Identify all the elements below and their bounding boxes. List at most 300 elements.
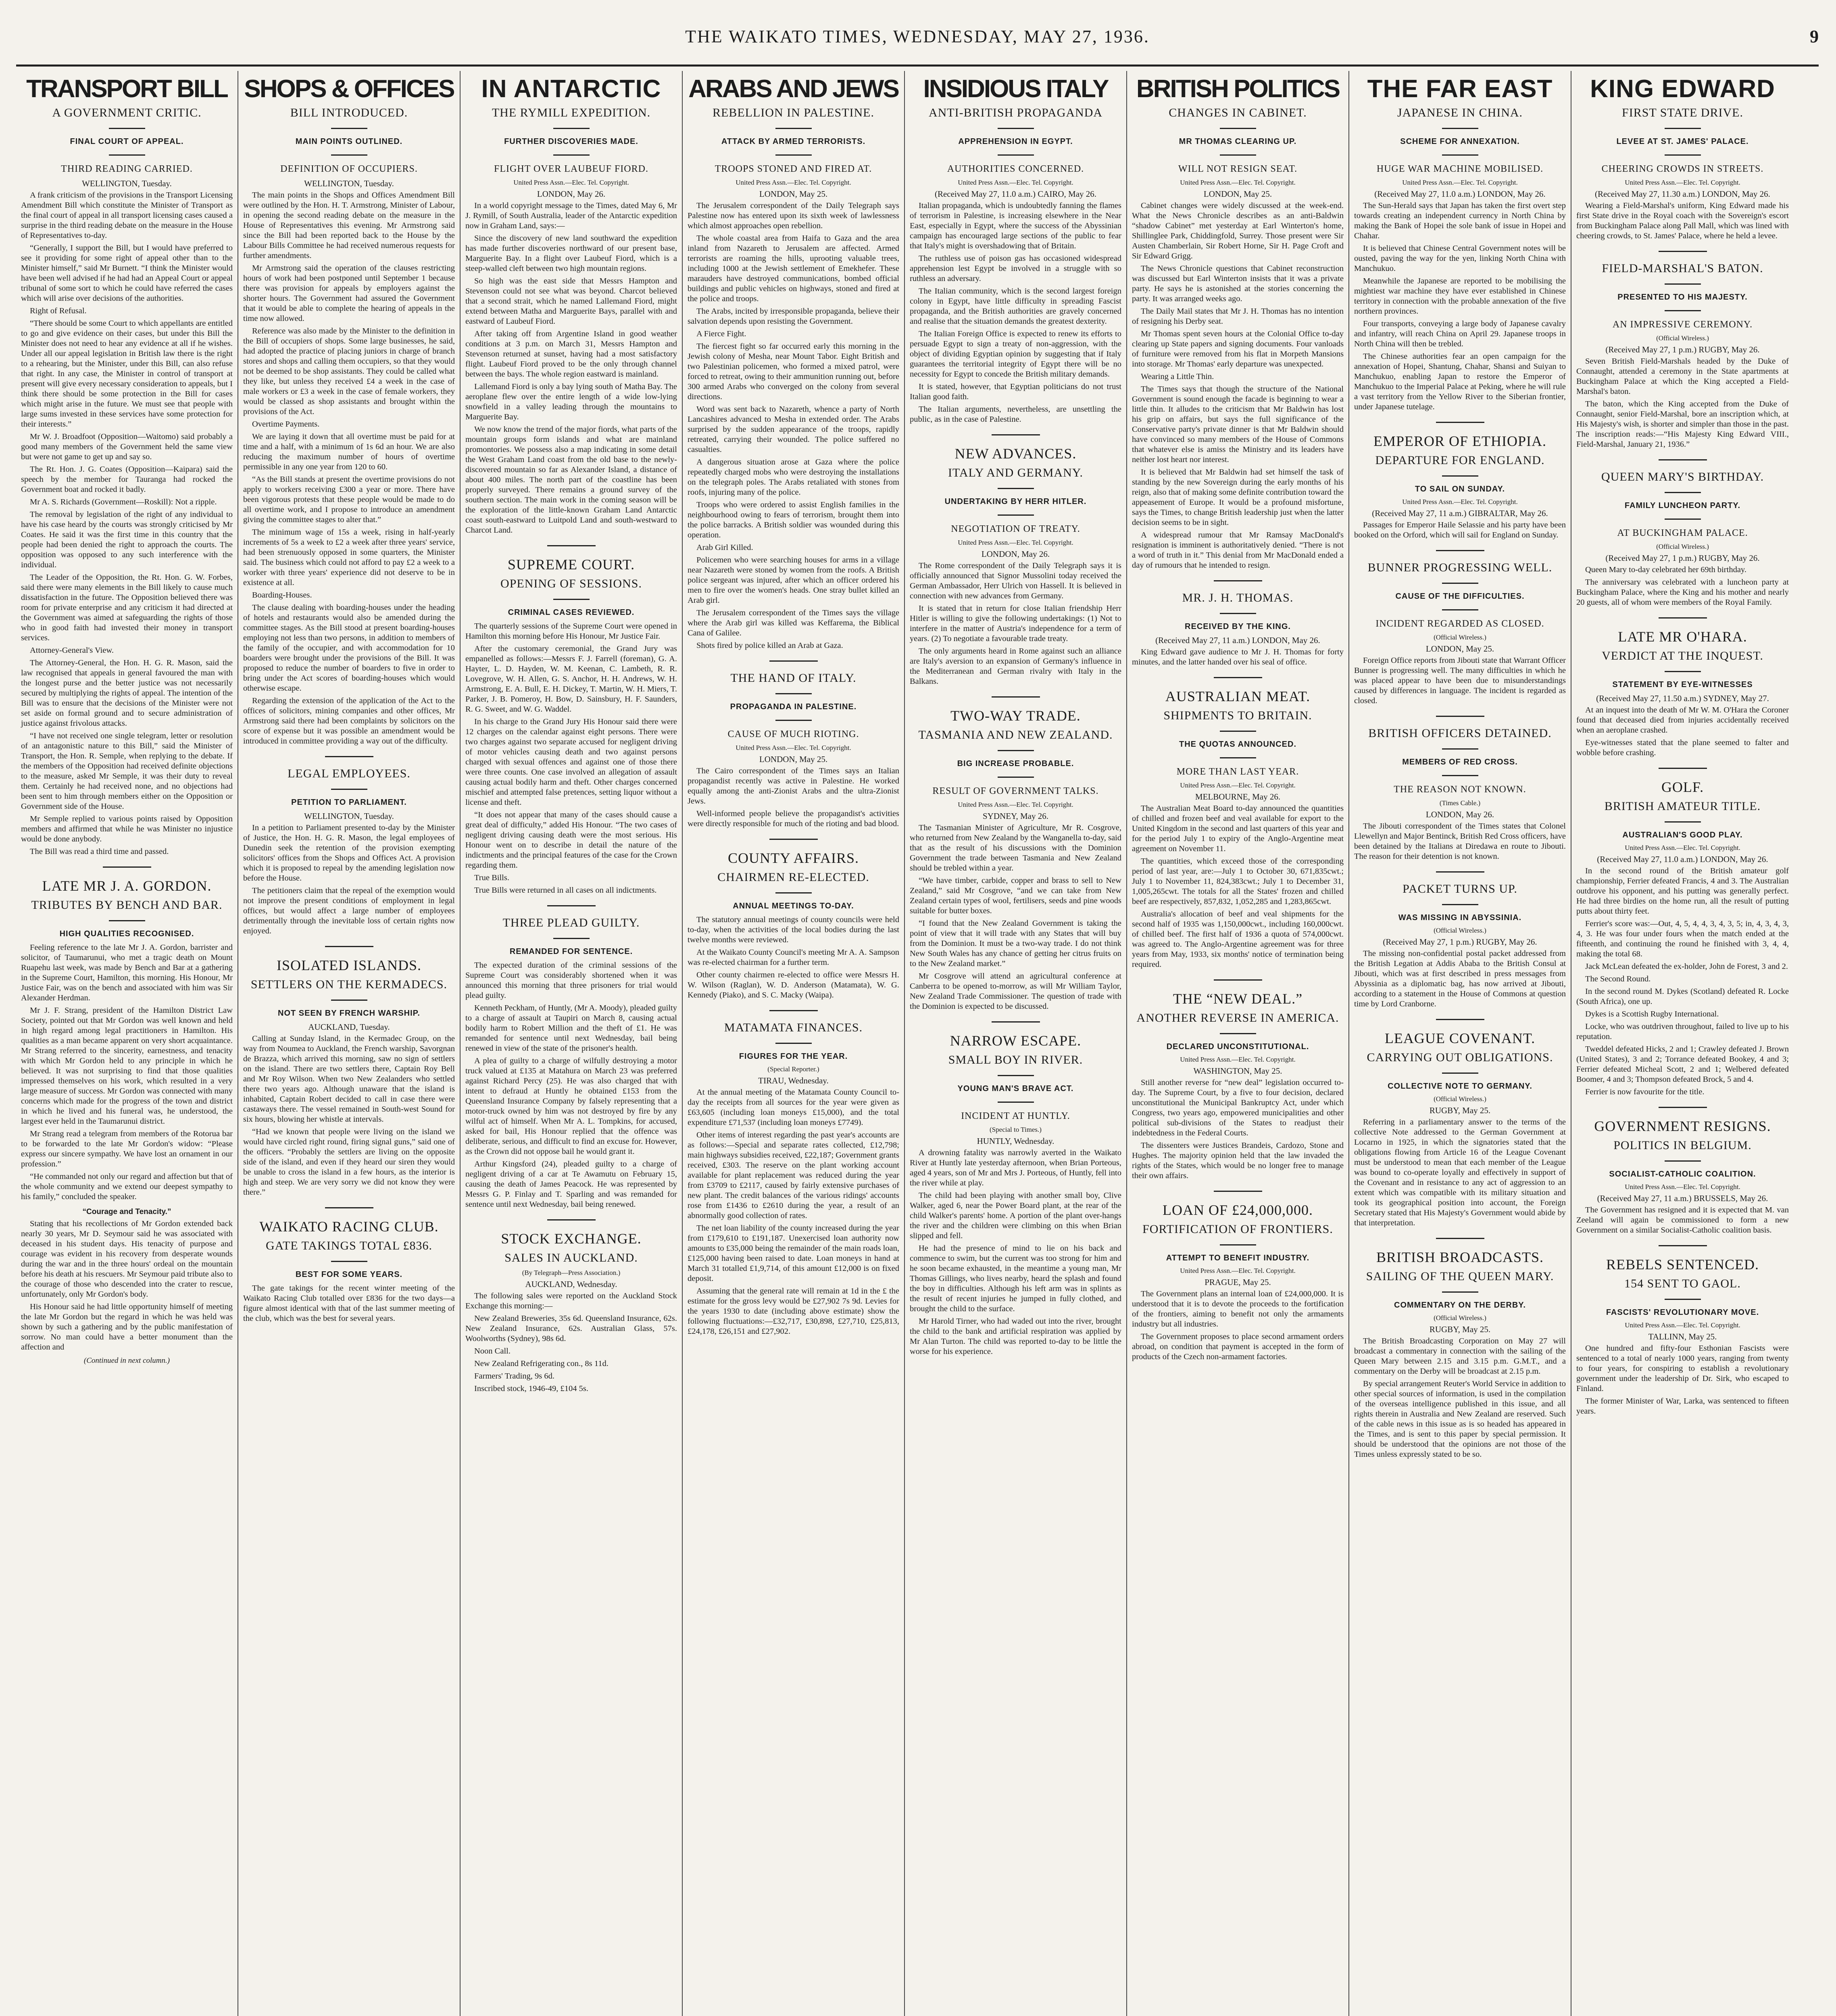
article-paragraph: Calling at Sunday Island, in the Kermadec Group, on the way from Noumea to Auckland, the French warship, Savorgnan de Brazza, which arrived this morning, saw no sign of settlers on the island. There are two settlers there, Captain Roy Bell and Mr Roy Wilson. When two New Zealanders who settled there two years ago. Although unaware that the island is inhabited, Captain Robert decided to call in case there were castaways there. The vessel remained in South-west Sound for six hours, blowing her whistle at intervals.	[243, 1034, 455, 1124]
section-headline: NEW ADVANCES.	[954, 446, 1077, 462]
article-paragraph: A drowning fatality was narrowly averted in the Waikato River at Huntly late yesterday afternoon, when Brian Porteous, aged 4 years, son of Mr and Mrs J. Porteous, of Huntly, fell into the river while at play.	[910, 1148, 1121, 1188]
wire-credit: United Press Assn.—Elec. Tel. Copyright.	[1180, 1056, 1296, 1064]
article-paragraph: The Australian Meat Board to-day announced the quantities of chilled and frozen beef and veal available for export to the United Kingdom in the second and last quarters of this year and for the period July 1 to expiry of the Anglo-Argentine meat agreement on November 11.	[1132, 804, 1344, 854]
article-paragraph: The child had been playing with another small boy, Clive Walker, aged 6, near the Power Board plant, at the rear of the child Walker's parents' home. A portion of the plant over-hangs the river and the children were climbing on this when Brian slipped and fell.	[910, 1191, 1121, 1241]
deck-line: BRITISH AMATEUR TITLE.	[1604, 800, 1761, 813]
deck-line: DEFINITION OF OCCUPIERS.	[280, 164, 418, 175]
column-headline: KING EDWARD	[1590, 75, 1775, 103]
column	[1571, 71, 1794, 2016]
deck-rule	[1220, 1244, 1256, 1245]
deck-line: VERDICT AT THE INQUEST.	[1602, 649, 1763, 663]
deck-line: WILL NOT RESIGN SEAT.	[1178, 164, 1298, 175]
column-headline: THE FAR EAST	[1367, 75, 1553, 103]
article-paragraph: Word was sent back to Nazareth, whence a party of North Lancashires advanced to Mesha in extended order. The Arabs surprised by the sudden appearance of the troops, rapidly retreated, carrying their wounded. The police suffered no casualties.	[688, 405, 899, 454]
section-rule	[992, 696, 1040, 698]
article-paragraph: “We have timber, carbide, copper and brass to sell to New Zealand,” said Mr Cosgrove, “and we can take from New Zealand certain types of wool, fertilisers, seeds and pine woods suitable for butter boxes.	[910, 876, 1121, 916]
section-rule	[547, 545, 596, 546]
column-headline: SHOPS & OFFICES	[244, 75, 454, 103]
deck-rule	[1220, 128, 1256, 129]
column	[1349, 71, 1571, 2016]
article-paragraph: The Rt. Hon. J. G. Coates (Opposition—Kaipara) said the speech by the member for Tauranga had rocked the Government boat and rocked it badly.	[21, 465, 233, 494]
article-paragraph: Arthur Kingsford (24), pleaded guilty to a charge of negligent driving of a car at Te Awamutu on February 15, causing the death of James Peacock. He was represented by Messrs G. P. Finlay and T. Sparling and was remanded for sentence until next Wednesday, bail being renewed.	[465, 1160, 677, 1209]
deck-line: BILL INTRODUCED.	[290, 106, 408, 120]
wire-credit: United Press Assn.—Elec. Tel. Copyright.	[513, 179, 629, 187]
deck-line: CHAIRMEN RE-ELECTED.	[717, 871, 869, 884]
deck-line: AUSTRALIAN'S GOOD PLAY.	[1622, 831, 1743, 840]
article-paragraph: The Government proposes to place second armament orders abroad, on condition that payment is accepted in the form of products of the Czech non-armament factories.	[1132, 1332, 1344, 1362]
section-rule	[547, 905, 596, 906]
deck-line: CARRYING OUT OBLIGATIONS.	[1367, 1051, 1553, 1064]
article-paragraph: Arab Girl Killed.	[696, 543, 753, 552]
article-paragraph: Noon Call.	[474, 1347, 511, 1356]
deck-rule	[1442, 1291, 1478, 1293]
deck-line: PRESENTED TO HIS MAJESTY.	[1617, 293, 1748, 302]
article-paragraph: “It does not appear that many of the cases should cause a great deal of difficulty,” added His Honour. “The two cases of negligent driving causing death were the most serious. His Honour went on to describe in detail the nature of the indictments and the principal features of the case for the Crown regarding them.	[465, 810, 677, 870]
deck-line: COLLECTIVE NOTE TO GERMANY.	[1388, 1082, 1532, 1091]
dateline: (Received May 27, 11.30 a.m.) LONDON, May 26.	[1595, 189, 1770, 199]
deck-rule	[775, 154, 812, 156]
deck-rule	[998, 488, 1034, 489]
article-paragraph: “As the Bill stands at present the overtime provisions do not apply to workers receiving £300 a year or more. There have been vigorous protests that these people would be made to do all overtime work, and I propose to introduce an amendment giving the committee stages to alter that.”	[243, 475, 455, 525]
article-paragraph: The former Minister of War, Larka, was sentenced to fifteen years.	[1576, 1397, 1789, 1416]
article-paragraph: In the second round M. Dykes (Scotland) defeated R. Locke (South Africa), one up.	[1576, 987, 1789, 1006]
deck-rule	[1220, 154, 1256, 156]
column-headline: INSIDIOUS ITALY	[923, 75, 1108, 103]
deck-line: BUNNER PROGRESSING WELL.	[1367, 561, 1553, 575]
deck-line: THE HAND OF ITALY.	[730, 671, 857, 685]
section-rule	[1214, 979, 1262, 981]
dateline: (Received May 27, 11.0 a.m.) LONDON, May 26.	[1374, 189, 1546, 199]
article-paragraph: We are laying it down that all overtime must be paid for at time and a half, with a minimum of 1s 6d an hour. We are also reducing the maximum number of hours of overtime permissible in any one year from 120 to 60.	[243, 432, 455, 472]
column	[238, 71, 461, 2016]
article-paragraph: The anniversary was celebrated with a luncheon party at Buckingham Palace, where the King and his mother and nearly 20 guests, all of whom were members of the Royal Family.	[1576, 578, 1789, 607]
deck-rule	[998, 777, 1034, 778]
dateline: (Received May 27, 1 p.m.) RUGBY, May 26.	[1605, 345, 1760, 355]
section-rule	[1659, 1245, 1707, 1246]
deck-line: SALES IN AUCKLAND.	[504, 1251, 638, 1265]
deck-line: DECLARED UNCONSTITUTIONAL.	[1166, 1042, 1309, 1052]
deck-line: LEVEE AT ST. JAMES' PALACE.	[1616, 137, 1749, 146]
article-paragraph: The Cairo correspondent of the Times says an Italian propagandist recently was active in Palestine. He worked equally among the anti-Zionist Arabs and the ultra-Zionist Jews.	[688, 766, 899, 806]
article-paragraph: Mr Thomas spent seven hours at the Colonial Office to-day clearing up State papers and signing documents. Four vanloads of furniture were removed from his flat in Morpeth Mansions into storage. Mr Thomas' early departure was unexpected.	[1132, 329, 1344, 369]
dateline: AUCKLAND, Tuesday.	[308, 1022, 390, 1032]
article-paragraph: Overtime Payments.	[252, 420, 320, 429]
article-paragraph: The Italian community, which is the second largest foreign colony in Egypt, have little difficulty in spreading Fascist propaganda, and the British authorities are gravely concerned and realise that the situation demands the greatest dexterity.	[910, 287, 1121, 326]
article-paragraph: The following sales were reported on the Auckland Stock Exchange this morning:—	[465, 1291, 677, 1311]
article-paragraph: It is believed that Mr Baldwin had set himself the task of standing by the new Sovereign during the early months of his reign, also that of making some definite contribution toward the appeasement of Europe. It would be a profound misfortune, says the Times, to change British leadership just when the latter decision seems to be in sight.	[1132, 468, 1344, 527]
article-paragraph: After taking off from Argentine Island in good weather conditions at 3 p.m. on March 31, Messrs Hampton and Stevenson returned at sunset, having had a most satisfactory flight. Laubeuf Fiord proved to be the only through channel between the bays. The whole region eastward is mainland.	[465, 329, 677, 379]
deck-line: PROPAGANDA IN PALESTINE.	[730, 702, 857, 712]
deck-rule	[553, 154, 590, 156]
article-paragraph: Passages for Emperor Haile Selassie and his party have been booked on the Orford, which will sail for England on Sunday.	[1354, 521, 1566, 540]
wire-credit: United Press Assn.—Elec. Tel. Copyright.	[1402, 498, 1518, 506]
deck-line: AT BUCKINGHAM PALACE.	[1617, 528, 1748, 539]
dateline: HUNTLY, Wednesday.	[977, 1136, 1055, 1146]
article-paragraph: The Second Round.	[1585, 975, 1651, 984]
wire-credit: (Official Wireless.)	[1434, 1314, 1486, 1322]
wire-credit: United Press Assn.—Elec. Tel. Copyright.	[1625, 179, 1740, 187]
article-paragraph: Feeling reference to the late Mr J. A. Gordon, barrister and solicitor, of Taumarunui, who met a tragic death on Mount Ruapehu last week, was made by Bench and Bar at a gathering in the Supreme Court, Hamilton, this morning. His Honour, Mr Justice Fair, was on the bench and associated with him was Sir Alexander Herdman.	[21, 943, 233, 1003]
section-rule	[1659, 768, 1707, 769]
article-paragraph: Troops who were ordered to assist English families in the neighbourhood owing to fears of terrorism, brought them into the police barracks. A British soldier was wounded during this operation.	[688, 500, 899, 540]
article-paragraph: Eye-witnesses stated that the plane seemed to falter and wobble before crashing.	[1576, 738, 1789, 758]
wire-credit: (Official Wireless.)	[1434, 1095, 1486, 1103]
article-paragraph: Locke, who was outdriven throughout, failed to live up to his reputation.	[1576, 1022, 1789, 1041]
article-paragraph: Ferrier is now favourite for the title.	[1585, 1087, 1705, 1097]
deck-line: THE REASON NOT KNOWN.	[1394, 784, 1526, 795]
deck-line: SHIPMENTS TO BRITAIN.	[1163, 709, 1312, 723]
article-paragraph: Mr Cosgrove will attend an agricultural conference at Canberra to be opened to-morrow, as will Mr William Taylor, New Zealand Trade Commissioner. The question of trade with the Dominion is expected to be discussed.	[910, 972, 1121, 1011]
article-paragraph: Mr W. J. Broadfoot (Opposition—Waitomo) said probably a good many members of the Government held the same view but were not game to get up and say so.	[21, 432, 233, 462]
dateline: (Received May 27, 1 p.m.) RUGBY, May 26.	[1383, 937, 1537, 947]
deck-rule	[1442, 154, 1478, 156]
deck-line: MR. J. H. THOMAS.	[1182, 591, 1294, 605]
deck-line: AUTHORITIES CONCERNED.	[947, 164, 1084, 175]
wire-credit: United Press Assn.—Elec. Tel. Copyright.	[1180, 179, 1296, 187]
article-paragraph: “I have not received one single telegram, letter or resolution of an antagonistic nature to this Bill,” said the Minister of Transport, the Hon. R. Semple, when replying to the debate. If the members of the Opposition had received definite objections to the measure, asked Mr Semple, it was their duty to reveal them. Certainly he had received none, and no objections had been sent to him through members either on the Opposition or Government side of the House.	[21, 731, 233, 811]
wire-credit: United Press Assn.—Elec. Tel. Copyright.	[1625, 844, 1740, 852]
deck-rule	[553, 599, 590, 600]
deck-line: TROOPS STONED AND FIRED AT.	[715, 164, 872, 175]
article-paragraph: The Rome correspondent of the Daily Telegraph says it is officially announced that Signor Mussolini today received the German Ambassador, Herr Ulrich von Hassell. It is believed in connection with new advances from Germany.	[910, 561, 1121, 601]
wire-credit: United Press Assn.—Elec. Tel. Copyright.	[958, 539, 1073, 547]
deck-rule	[998, 1075, 1034, 1076]
deck-line: MAIN POINTS OUTLINED.	[295, 137, 403, 146]
article-paragraph: Australia's allocation of beef and veal shipments for the second half of 1935 was 1,150,000cwt., including 160,000cwt. of chilled beef. The first half of 1936 a quota of 574,000cwt. was agreed to. The Anglo-Argentine agreement was for three years from May, 1933, six months' notice of termination being required.	[1132, 910, 1344, 969]
article-paragraph: In a petition to Parliament presented to-day by the Minister of Justice, the Hon. H. G. R. Mason, the legal employees of Dunedin seek the retention of the provision exempting solicitors' offices from the Shops and Offices Act. A provision which it is proposed to repeal by the amending legislation now before the House.	[243, 823, 455, 883]
column-headline: IN ANTARCTIC	[481, 75, 661, 103]
article-paragraph: “He commanded not only our regard and affection but that of the whole community and we extend our deepest sympathy to his family,” concluded the speaker.	[21, 1172, 233, 1202]
section-headline: GOVERNMENT RESIGNS.	[1594, 1118, 1771, 1135]
article-paragraph: Four transports, conveying a large body of Japanese cavalry and infantry, will reach China on April 29. Japanese troops in North China will then be trebled.	[1354, 319, 1566, 349]
section-rule	[1436, 871, 1484, 873]
article-paragraph: The Times says that though the structure of the National Government is sound enough the facade is beginning to wear a little thin. It alludes to the criticism that Mr Baldwin has lost his grip on affairs, but says the full significance of the Conservative party's private dinner is that Mr Baldwin should have convinced so many members of the House of Commons that whatever else is amiss the Ministry and its leaders have neither lost heart nor interest.	[1132, 385, 1344, 464]
section-rule	[992, 1021, 1040, 1023]
article-paragraph: Tweddel defeated Hicks, 2 and 1; Crawley defeated J. Brown (United States), 3 and 2; Torrance defeated Bookey, 4 and 3; Ferrier defeated Micheal Scott, 2 and 1; Welbered defeated Boomer, 4 and 3; Thompson defeated Brock, 5 and 4.	[1576, 1045, 1789, 1084]
article-paragraph: A dangerous situation arose at Gaza where the police repeatedly charged mobs who were destroying the installations on the telegraph poles. The Arabs retaliated with stones from roofs, injuring many of the police.	[688, 458, 899, 497]
dateline: (Received May 27, 11.0 a.m.) LONDON, May 26.	[1597, 854, 1768, 864]
section-rule	[1659, 251, 1707, 252]
article-paragraph: Boarding-Houses.	[252, 591, 312, 600]
article-paragraph: The minimum wage of 15s a week, rising in half-yearly increments of 5s a week to £2 a week after three years' service, had been strenuously opposed in some quarters, the Minister said. The business which could not afford to pay £2 a week to a worker with three years' experience did not deserve to be in existence at all.	[243, 528, 455, 587]
section-headline: SUPREME COURT.	[507, 556, 635, 573]
article-paragraph: The Italian arguments, nevertheless, are unsettling the public, as in the case of Palestine.	[910, 405, 1121, 424]
article-paragraph: So high was the east side that Messrs Hampton and Stevenson could not see what was beyond. Charcot believed that a second strait, which he named Lallemand Fiord, might extend between Matha and Marguerite Bays, parallel with and eastward of Laubeuf Fiord.	[465, 277, 677, 326]
deck-line: FAMILY LUNCHEON PARTY.	[1624, 501, 1741, 510]
deck-line: QUEEN MARY'S BIRTHDAY.	[1601, 470, 1764, 484]
article-paragraph: Foreign Office reports from Jibouti state that Warrant Officer Bunner is progressing well. The many difficulties in which he was placed appear to have been due to misunderstandings caused by differences in language. The incident is regarded as closed.	[1354, 656, 1566, 706]
section-rule	[1436, 550, 1484, 551]
deck-line: MEMBERS OF RED CROSS.	[1402, 758, 1518, 767]
deck-line: COMMENTARY ON THE DERBY.	[1394, 1301, 1526, 1310]
newspaper-columns	[16, 71, 1819, 2016]
column	[461, 71, 683, 2016]
article-paragraph: The Chinese authorities fear an open campaign for the annexation of Hopei, Shantung, Chahar, Shansi and Suiyan to Manchukuo, enabling Japan to restore the Emperor of Manchukuo to the Imperial Palace at Peking, where he will rule a vast territory from the Yellow River to the Siberian frontier, under Japanese tutelage.	[1354, 352, 1566, 412]
article-paragraph: One hundred and fifty-four Esthonian Fascists were sentenced to a total of nearly 1000 years, ranging from twenty to four years, for conspiring to establish a revolutionary government under the leadership of Dr. Sirk, who escaped to Finland.	[1576, 1344, 1789, 1393]
dateline: WELLINGTON, Tuesday.	[304, 811, 394, 821]
deck-rule	[1220, 757, 1256, 758]
deck-rule	[1442, 475, 1478, 477]
article-paragraph: Farmers' Trading, 9s 6d.	[474, 1372, 555, 1381]
deck-line: GATE TAKINGS TOTAL £836.	[265, 1239, 433, 1253]
dateline: TALLINN, May 25.	[1648, 1332, 1717, 1342]
deck-rule	[998, 750, 1034, 751]
deck-line: HUGE WAR MACHINE MOBILISED.	[1376, 164, 1544, 175]
article-paragraph: The missing non-confidential postal packet addressed from the British Legation at Addis Ababa to the British Consul at Jibouti, which was at first described in press messages from Abyssinia as a diplomatic bag, has now arrived at Jibouti, according to a statement in the House of Commons at question time by Lord Cranborne.	[1354, 949, 1566, 1009]
section-rule	[1436, 1019, 1484, 1020]
deck-line: RECEIVED BY THE KING.	[1185, 622, 1291, 631]
article-paragraph: Reference was also made by the Minister to the definition in the Bill of occupiers of shops. Some large businesses, he said, had adopted the practice of placing juniors in charge of branch stores and shops and calling them occupiers, so that they would not be deemed to be shop assistants. They could be called what they like, but unless they received £4 a week in the case of male workers or £3 a week in the case of female workers, they would be classed as shop assistants and brought within the provisions of the Act.	[243, 327, 455, 417]
deck-line: PETITION TO PARLIAMENT.	[291, 798, 407, 807]
deck-rule	[1442, 583, 1478, 584]
article-paragraph: “Generally, I support the Bill, but I would have preferred to see it providing for some right of appeal other than to the Minister himself,” said Mr Burnett. “I think the Minister would have been well advised if he had had an Appeal Court or appeal tribunal of some sort to which he could have referred the cases which will arise over decisions of the authorities.	[21, 244, 233, 303]
article-paragraph: Regarding the extension of the application of the Act to the offices of solicitors, mining companies and other offices, Mr Armstrong said there had been complaints by solicitors on the score of expense but it was possible an amendment would be introduced in committee providing a way out of the difficulty.	[243, 696, 455, 746]
deck-line: SAILING OF THE QUEEN MARY.	[1366, 1270, 1554, 1283]
dateline: (Received May 27, 1 p.m.) RUGBY, May 26.	[1605, 553, 1760, 563]
section-headline: LEAGUE COVENANT.	[1384, 1030, 1536, 1047]
deck-line: REMANDED FOR SENTENCE.	[509, 947, 633, 956]
masthead	[16, 4, 1819, 65]
article-paragraph: The Government has resigned and it is expected that M. van Zeeland will again be commissioned to form a new Government on a similar Socialist-Catholic coalition basis.	[1576, 1206, 1789, 1235]
article-paragraph: Inscribed stock, 1946-49, £104 5s.	[474, 1384, 588, 1393]
deck-line: REBELLION IN PALESTINE.	[712, 106, 875, 120]
article-paragraph: The Daily Mail states that Mr J. H. Thomas has no intention of resigning his Derby seat.	[1132, 307, 1344, 326]
deck-line: FINAL COURT OF APPEAL.	[70, 137, 184, 146]
section-rule	[325, 1207, 373, 1208]
article-paragraph: Other items of interest regarding the past year's accounts are as follows:—Special and separate rates collected, £12,798; main highways subsidies received, £22,187; Government grants received, £303. The reserve on the plant working account available for plant replacement was reduced during the year from £3709 to £2117, caused by fairly extensive purchases of new plant. The credit balances of the various ridings' accounts rose from £1436 to £2610 during the year, a result of an abnormally good collection of rates.	[688, 1131, 899, 1220]
deck-rule	[1665, 283, 1701, 285]
wire-credit: (Official Wireless.)	[1434, 633, 1486, 641]
deck-line: ANNUAL MEETINGS TO-DAY.	[733, 902, 854, 911]
article-paragraph: New Zealand Refrigerating con., 8s 11d.	[474, 1359, 609, 1368]
article-paragraph: The clause dealing with boarding-houses under the heading of hotels and restaurants would also be amended during the committee stages. As the Bill stood at present boarding-houses employing not less than two persons, in addition to members of the family of the occupier, and with accommodation for 10 boarders were brought under the provisions of the Bill. It was proposed to reduce the number of boarders to five in order to bring under the Act scores of boarding-houses which would otherwise escape.	[243, 603, 455, 693]
wire-credit: (Special to Times.)	[990, 1126, 1042, 1134]
article-paragraph: After the customary ceremonial, the Grand Jury was empanelled as follows:—Messrs F. J. Farrell (foreman), G. A. Hayter, L. D. Hayden, W. M. Keenan, C. Lambeth, R. R. Lovegrove, W. H. Allen, G. S. Anchor, H. H. Andrews, W. H. Armstrong, E. A. Bull, E. H. Dickey, T. Martin, W. H. Miers, T. Parker, J. B. Pomeroy, H. Bow, D. Sainsbury, H. F. Saunders, R. G. Sweet, and W. G. Waddel.	[465, 644, 677, 714]
article-paragraph: True Bills were returned in all cases on all indictments.	[474, 886, 657, 895]
dateline: (Received May 27, 11 a.m.) GIBRALTAR, May 26.	[1372, 508, 1548, 519]
article-paragraph: In the second round of the British amateur golf championship, Ferrier defeated Francis, 4 and 3. The Australian outdrove his opponent, and his putting was generally perfect. He had three birdies on the home run, all the result of putting putts about thirty feet.	[1576, 866, 1789, 916]
article-paragraph: The whole coastal area from Haifa to Gaza and the area inland from Nazareth to Jerusalem are affected. Armed terrorists are roaming the hills, uprooting valuable trees, including 1000 at the Jewish settlement of Emekhefer. These marauders have destroyed communications, bombed official buildings and public vehicles on highways, stoned and fired at the police and troops.	[688, 234, 899, 304]
article-paragraph: The fiercest fight so far occurred early this morning in the Jewish colony of Mesha, near Mount Tabor. Eight British and two Palestinian policemen, who formed a mixed patrol, were forced to retreat, owing to their ammunition running out, before 300 armed Arabs who converged on the colony from several directions.	[688, 342, 899, 402]
section-rule	[1659, 1107, 1707, 1108]
section-rule	[769, 660, 818, 662]
article-paragraph: New Zealand Breweries, 35s 6d. Queensland Insurance, 62s. New Zealand Insurance, 62s. Australian Glass, 57s. Woolworths (Sydney), 98s 6d.	[465, 1314, 677, 1343]
article-paragraph: A plea of guilty to a charge of wilfully destroying a motor truck valued at £135 at Matahura on March 23 was preferred against Richard Percy (25). He was also charged that with intent to defraud at Huntly he obtained £153 from the Queensland Insurance Company by falsely representing that a motor-truck owned by him was not destroyed by fire by any wilful act of himself. When Mr A. L. Tompkins, for accused, asked for bail, His Honour replied that the offence was deliberate, serious, and difficult to find an excuse for. However, as the Crown did not oppose bail he would grant it.	[465, 1056, 677, 1156]
section-rule	[1659, 459, 1707, 460]
article-paragraph: Shots fired by police killed an Arab at Gaza.	[696, 641, 843, 650]
section-rule	[992, 434, 1040, 435]
column	[1127, 71, 1349, 2016]
article-paragraph: The Tasmanian Minister of Agriculture, Mr R. Cosgrove, who returned from New Zealand by the Wanganella to-day, said that as the result of his discussions with the Dominion Government the trade between Tasmania and New Zealand should be trebled within a year.	[910, 823, 1121, 873]
article-paragraph: It is stated, however, that Egyptian politicians do not trust Italian good faith.	[910, 382, 1121, 402]
article-paragraph: We now know the trend of the major fiords, what parts of the mountain groups form islands and what are mainland promontories. We possess also a map indicating in some detail the West Graham Land coast from the old base to the newly-discovered mountain so far as Alexander Island, a distance of about 400 miles. The north part of the coastline has been properly surveyed. There remains a ground survey of the southern section. The main work in the coming season will be the exploration of the little-known Graham Land Antarctic coast south-eastward to Luitpold Land and south-westward to Charcot Land.	[465, 425, 677, 535]
section-headline: EMPEROR OF ETHIOPIA.	[1373, 433, 1547, 450]
deck-line: INCIDENT AT HUNTLY.	[961, 1111, 1070, 1122]
section-headline: STOCK EXCHANGE.	[501, 1231, 642, 1247]
article-paragraph: The Attorney-General, the Hon. H. G. R. Mason, said the law recognised that appeals in general favoured the man with the longest purse and the better justice was not necessarily secured by multiplying the rights of appeal. The intention of the Bill was to ensure that the decisions of the Minister were not set aside on formal ground and to secure administration of justice against frivolous attacks.	[21, 658, 233, 728]
article-paragraph: The Jerusalem correspondent of the Times says the village where the Arab girl was killed was Keffarema, the Biblical Cana of Galilee.	[688, 608, 899, 638]
dateline: SYDNEY, May 26.	[983, 811, 1048, 821]
deck-line: MATAMATA FINANCES.	[724, 1021, 863, 1035]
section-rule	[1436, 422, 1484, 423]
article-paragraph: He had the presence of mind to lie on his back and commence to swim, but the current was too strong for him and he soon became exhausted, in the meantime a young man, Mr Thomas Gillings, who lives nearby, heard the splash and found the boy in difficulties. Although his left arm was in splints as the result of recent injuries he jumped in fully clothed, and brought the child to the surface.	[910, 1244, 1121, 1314]
article-paragraph: The Sun-Herald says that Japan has taken the first overt step towards creating an independent currency in North China by making the Bank of Hopei the sole bank of issue in Hopei and Chahar.	[1354, 201, 1566, 241]
dateline: (Received May 27, 11 a.m.) BRUSSELS, May 26.	[1597, 1193, 1768, 1204]
deck-line: ATTACK BY ARMED TERRORISTS.	[721, 137, 866, 146]
deck-line: SMALL BOY IN RIVER.	[948, 1053, 1083, 1067]
deck-line: LEGAL EMPLOYEES.	[288, 767, 411, 781]
section-rule	[769, 1010, 818, 1011]
deck-rule	[1665, 154, 1701, 156]
article-paragraph: Mr Semple replied to various points raised by Opposition members and affirmed that while he was Minister no injustice would be done anybody.	[21, 814, 233, 844]
article-paragraph: Mr Armstrong said the operation of the clauses restricting hours of work had been postponed until September 1 because there was provision for appeals by employers against the shorter hours. The Government had assured the Government that it would be able to complete the hearing of appeals in the time now allowed.	[243, 264, 455, 323]
column	[16, 71, 238, 2016]
article-paragraph: Mr Harold Tirner, who had waded out into the river, brought the child to the bank and artificial respiration was applied by Mr Alan Turton. The child was reported to-day to be little the worse for his experience.	[910, 1317, 1121, 1356]
article-paragraph: The Italian Foreign Office is expected to renew its efforts to persuade Egypt to sign a treaty of non-aggression, with the object of dividing Egyptian opinion by suggesting that if Italy guarantees the territorial integrity of Egypt there will be no necessity for Egypt to concede the British military demands.	[910, 329, 1121, 379]
article-paragraph: The expected duration of the criminal sessions of the Supreme Court was considerably shortened when it was announced this morning that three prisoners for trial would plead guilty.	[465, 961, 677, 1000]
column-headline: BRITISH POLITICS	[1136, 75, 1340, 103]
article-paragraph: Lallemand Fiord is only a bay lying south of Matha Bay. The aeroplane flew over the entire length of a wide low-lying snowfield in a valley leading through the mountains to Marguerite Bay.	[465, 382, 677, 422]
deck-line: FASCISTS' REVOLUTIONARY MOVE.	[1606, 1308, 1759, 1317]
deck-line: CHEERING CROWDS IN STREETS.	[1601, 164, 1764, 175]
article-paragraph: The quarterly sessions of the Supreme Court were opened in Hamilton this morning before His Honour, Mr Justice Fair.	[465, 622, 677, 641]
deck-line: PACKET TURNS UP.	[1403, 882, 1517, 896]
deck-line: CAUSE OF MUCH RIOTING.	[727, 729, 859, 740]
deck-line: BRITISH OFFICERS DETAINED.	[1368, 727, 1552, 740]
deck-rule	[331, 789, 367, 790]
dateline: RUGBY, May 25.	[1429, 1106, 1491, 1116]
deck-rule	[109, 920, 145, 921]
article-paragraph: Stating that his recollections of Mr Gordon extended back nearly 30 years, Mr D. Seymour said he was associated with deceased in his student days. His tenacity of purpose and courage was evident in his recovery from desperate wounds during the war and in the three hours' ordeal on the mountain before his death at his rescuers. Mr Seymour paid tribute also to the courage of those who descended into the crater to rescue, unfortunately, only Mr Gordon's body.	[21, 1219, 233, 1299]
section-headline: COUNTY AFFAIRS.	[727, 850, 859, 866]
section-rule	[1659, 617, 1707, 619]
section-rule	[325, 756, 373, 757]
deck-rule	[775, 720, 812, 721]
deck-line: WAS MISSING IN ABYSSINIA.	[1398, 913, 1522, 923]
deck-rule	[1442, 775, 1478, 776]
deck-line: DEPARTURE FOR ENGLAND.	[1375, 454, 1545, 467]
deck-rule	[998, 514, 1034, 516]
dateline: LONDON, May 26.	[1425, 810, 1494, 820]
wire-credit: (Official Wireless.)	[1656, 543, 1709, 551]
article-paragraph: Mr J. F. Strang, president of the Hamilton District Law Society, pointed out that Mr Gordon was well known and held in high regard among legal practitioners in Hamilton. His qualities as a man became apparent on very short acquaintance. Mr Strang referred to the sincerity, earnestness, and tenacity with which Mr Gordon held to any principle in which he believed. It was not surprising to find that those qualities impressed themselves on his work, which resulted in a very large measure of success. Mr Gordon was connected with many concerns which made for the progress of the town and district in which he lived and his funeral was, he understood, the largest ever held in the Taumarunui district.	[21, 1006, 233, 1126]
wire-credit: United Press Assn.—Elec. Tel. Copyright.	[958, 801, 1073, 809]
deck-rule	[1665, 821, 1701, 823]
article-paragraph: The baton, which the King accepted from the Duke of Connaught, senior Field-Marshal, bore an inscription which, at His Majesty's wish, is shorter and simpler than those in the past. The inscription reads:—“His Majesty King Edward VIII., Field-Marshal, January 21, 1936.”	[1576, 400, 1789, 449]
deck-rule	[775, 693, 812, 694]
article-paragraph: True Bills.	[474, 873, 509, 883]
section-headline: AUSTRALIAN MEAT.	[1165, 688, 1311, 705]
deck-line: UNDERTAKING BY HERR HITLER.	[944, 497, 1087, 506]
column	[683, 71, 905, 2016]
deck-rule	[998, 1102, 1034, 1103]
deck-rule	[1665, 519, 1701, 520]
section-rule	[103, 866, 151, 868]
article-paragraph: Well-informed people believe the propagandist's activities were directly responsible for much of the rioting and bad blood.	[688, 809, 899, 829]
article-paragraph: Attorney-General's View.	[30, 646, 114, 655]
article-paragraph: The petitioners claim that the repeal of the exemption would not improve the present conditions of employment in legal offices, but would affect a large number of employees detrimentally through the inevitable loss of certain rights now enjoyed.	[243, 886, 455, 936]
article-paragraph: The statutory annual meetings of county councils were held to-day, when the activities of the local bodies during the last twelve months were reviewed.	[688, 915, 899, 945]
section-rule	[1214, 580, 1262, 581]
deck-line: TRIBUTES BY BENCH AND BAR.	[31, 898, 223, 912]
deck-line: THE RYMILL EXPEDITION.	[492, 106, 651, 120]
wire-credit: United Press Assn.—Elec. Tel. Copyright.	[958, 179, 1073, 187]
deck-line: THE QUOTAS ANNOUNCED.	[1179, 740, 1296, 749]
deck-rule	[1665, 671, 1701, 672]
article-paragraph: Dykes is a Scottish Rugby International.	[1585, 1010, 1719, 1019]
dateline: LONDON, May 26.	[537, 189, 606, 199]
article-paragraph: “Had we known that people were living on the island we would have circled right round, firing signal guns,” said one of the officers. “Probably the settlers are living on the opposite side of the island, and even if they heard our siren they would be unable to cross the island in a few hours, as the interior is high and steep. We are very sorry we did not know they were there.”	[243, 1127, 455, 1197]
deck-line: ATTEMPT TO BENEFIT INDUSTRY.	[1166, 1254, 1310, 1263]
article-paragraph: At an inquest into the death of Mr W. M. O'Hara the Coroner found that deceased died from injuries accidentally received when an aeroplane crashed.	[1576, 706, 1789, 735]
article-paragraph: “There should be some Court to which appellants are entitled to go and give evidence on their cases, but under this Bill the Minister does not need to hear any evidence at all if he wishes. Under all our appeal legislation in British law there is the right to a rehearing, but the Minister, under this Bill, can also refuse that right. In any case, the Minister in control of transport at present will give every necessary consideration to appeals, but I think there should be some protection in the Bill for cases which might arise in the future. We must see that people with large sums invested in these services have some protection for their interests.”	[21, 319, 233, 429]
wire-credit: United Press Assn.—Elec. Tel. Copyright.	[1180, 781, 1296, 789]
deck-line: THREE PLEAD GUILTY.	[502, 916, 640, 930]
article-paragraph: The main points in the Shops and Offices Amendment Bill were outlined by the Hon. H. T. Armstrong, Minister of Labour, in opening the second reading debate on the measure in the House of Representatives this evening. Mr Armstrong said since the Bill had been reported back to the House by the Labour Bills Committee he had received numerous requests for further amendments.	[243, 191, 455, 260]
deck-line: APPREHENSION IN EGYPT.	[958, 137, 1073, 146]
deck-rule	[1220, 1033, 1256, 1034]
deck-rule	[1220, 613, 1256, 614]
deck-rule	[1665, 1160, 1701, 1162]
deck-rule	[331, 154, 367, 156]
article-paragraph: A Fierce Fight.	[696, 329, 746, 339]
section-rule	[1214, 677, 1262, 678]
article-paragraph: The removal by legislation of the right of any individual to have his case heard by the courts was strongly criticised by Mr Coates. He said it was the first time in this country that the people had been denied the right to approach the courts. The opposition was opposed to any such interference with the individual.	[21, 510, 233, 570]
article-paragraph: Wearing a Field-Marshal's uniform, King Edward made his first State drive in the Royal coach with the Sovereign's escort from Buckingham Palace along Pall Mall, which was lined with cheering crowds, to St. James' Palace, where he held a levee.	[1576, 201, 1789, 241]
deck-line: SCHEME FOR ANNEXATION.	[1400, 137, 1520, 146]
deck-line: YOUNG MAN'S BRAVE ACT.	[957, 1084, 1074, 1093]
deck-rule	[1442, 748, 1478, 750]
deck-line: 154 SENT TO GAOL.	[1624, 1277, 1741, 1291]
article-paragraph: Ferrier's score was:—Out, 4, 5, 4, 4, 3, 4, 3, 5; in, 4, 3, 4, 3, 4, 3. He was four under fours when the match ended at the fifteenth, and continuing the round he finished with 3, 4, 4, making the total 68.	[1576, 919, 1789, 959]
deck-rule	[553, 938, 590, 939]
section-headline: LOAN OF £24,000,000.	[1162, 1202, 1313, 1218]
deck-rule	[331, 1000, 367, 1001]
dateline: (Received May 27, 11.50 a.m.) SYDNEY, May 27.	[1596, 694, 1769, 704]
deck-rule	[1442, 609, 1478, 610]
deck-rule	[775, 892, 812, 893]
article-paragraph: Since the discovery of new land southward the expedition has made further discoveries northward of our present base, Marguerite Bay. In a flight over Laubeuf Fiord, which is a steep-walled cleft between two high mountain regions.	[465, 234, 677, 273]
article-paragraph: Policemen who were searching houses for arms in a village near Nazareth were stoned by women from the roofs. A British police sergeant was injured, after which an officer ordered his men to fire over the women's heads. One stray bullet killed an Arab girl.	[688, 556, 899, 605]
dateline: WELLINGTON, Tuesday.	[304, 179, 394, 189]
deck-line: AN IMPRESSIVE CEREMONY.	[1612, 319, 1753, 330]
deck-line: BEST FOR SOME YEARS.	[295, 1270, 403, 1279]
deck-line: ITALY AND GERMANY.	[948, 466, 1084, 480]
dateline: (Received May 27, 11.0 a.m.) CAIRO, May 26.	[934, 189, 1097, 199]
column	[905, 71, 1127, 2016]
wire-credit: United Press Assn.—Elec. Tel. Copyright.	[736, 179, 851, 187]
wire-credit: United Press Assn.—Elec. Tel. Copyright.	[736, 744, 851, 752]
deck-rule	[1665, 128, 1701, 129]
deck-line: FIRST STATE DRIVE.	[1622, 106, 1743, 120]
deck-rule	[109, 128, 145, 129]
section-rule	[1214, 1191, 1262, 1192]
dateline: WASHINGTON, May 25.	[1193, 1066, 1282, 1076]
article-paragraph: Italian propaganda, which is undoubtedly fanning the flames of terrorism in Palestine, is increasing elsewhere in the Near East, especially in Egypt, where the success of the Abyssinian campaign has encouraged large sections of the public to fear that Italy's might is overshadowing that of Britain.	[910, 201, 1121, 251]
article-paragraph: Mr Strang read a telegram from members of the Rotorua bar to be forwarded to the late Mr Gordon's widow: “Please express our sincere sympathy. We have lost an ornament in our profession.”	[21, 1129, 233, 1169]
article-paragraph: Still another reverse for “new deal” legislation occurred to-day. The Supreme Court, by a five to four decision, declared unconstitutional the Municipal Bankruptcy Act, under which Congress, two years ago, empowered municipalities and other political sub-divisions of the States to readjust their indebtedness in the Federal Courts.	[1132, 1078, 1344, 1138]
deck-line: TASMANIA AND NEW ZEALAND.	[918, 728, 1113, 742]
article-paragraph: A frank criticism of the provisions in the Transport Licensing Amendment Bill which constitute the Minister of Transport as the final court of appeal in all transport licensing cases caused a surprise in the third reading debate on the measure in the House of Representatives to-day.	[21, 191, 233, 240]
wire-credit: United Press Assn.—Elec. Tel. Copyright.	[1402, 179, 1518, 187]
section-rule	[325, 946, 373, 947]
deck-line: SETTLERS ON THE KERMADECS.	[250, 978, 448, 991]
column-headline: TRANSPORT BILL	[26, 75, 227, 103]
wire-credit: (Official Wireless.)	[1434, 927, 1486, 935]
section-headline: WAIKATO RACING CLUB.	[259, 1218, 439, 1235]
section-rule	[769, 839, 818, 840]
section-headline: REBELS SENTENCED.	[1606, 1256, 1759, 1273]
